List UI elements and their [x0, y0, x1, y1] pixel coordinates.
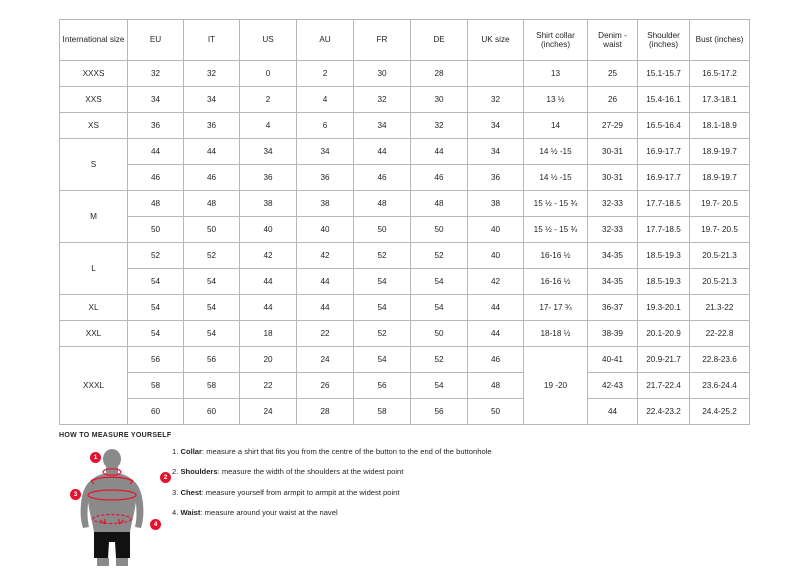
cell-us: 38: [240, 191, 297, 217]
column-header-au: AU: [297, 20, 354, 61]
cell-denim-waist: 38-39: [588, 321, 638, 347]
cell-au: 2: [297, 61, 354, 87]
cell-it: 36: [184, 113, 240, 139]
cell-fr: 54: [354, 295, 411, 321]
cell-fr: 48: [354, 191, 411, 217]
cell-de: 54: [411, 373, 468, 399]
figure-badge-4: 4: [150, 519, 161, 530]
cell-shoulder: 21.7-22.4: [638, 373, 690, 399]
cell-shoulder: 16.9-17.7: [638, 139, 690, 165]
cell-de: 52: [411, 243, 468, 269]
cell-uk-size: 40: [468, 243, 524, 269]
cell-bust: 19.7- 20.5: [690, 217, 750, 243]
instruction-number: 1: [172, 447, 177, 456]
cell-us: 24: [240, 399, 297, 425]
cell-de: 52: [411, 347, 468, 373]
cell-shoulder: 18.5-19.3: [638, 243, 690, 269]
cell-international-size: XXS: [60, 87, 128, 113]
cell-bust: 23.6-24.4: [690, 373, 750, 399]
cell-eu: 34: [128, 87, 184, 113]
cell-shirt-collar: 13 ½: [524, 87, 588, 113]
cell-shoulder: 15.1-15.7: [638, 61, 690, 87]
cell-shoulder: 22.4-23.2: [638, 399, 690, 425]
cell-it: 54: [184, 295, 240, 321]
column-header-uk-size: UK size: [468, 20, 524, 61]
table-row: [60, 321, 750, 347]
cell-shirt-collar: 14 ½ -15: [524, 165, 588, 191]
cell-au: 24: [297, 347, 354, 373]
cell-fr: 44: [354, 139, 411, 165]
cell-us: 36: [240, 165, 297, 191]
cell-au: 44: [297, 269, 354, 295]
cell-uk-size: 46: [468, 347, 524, 373]
cell-us: 2: [240, 87, 297, 113]
cell-uk-size: 40: [468, 217, 524, 243]
cell-denim-waist: 30-31: [588, 139, 638, 165]
cell-international-size: S: [60, 139, 128, 191]
instruction-text: : measure a shirt that fits you from the centre of the button to the end of the buttonhole: [202, 447, 492, 456]
cell-au: 28: [297, 399, 354, 425]
cell-uk-size: 34: [468, 113, 524, 139]
cell-au: 22: [297, 321, 354, 347]
cell-us: 44: [240, 295, 297, 321]
cell-de: 48: [411, 191, 468, 217]
cell-it: 50: [184, 217, 240, 243]
cell-shoulder: 19.3-20.1: [638, 295, 690, 321]
cell-au: 42: [297, 243, 354, 269]
instruction-text: : measure around your waist at the navel: [200, 508, 338, 518]
cell-fr: 30: [354, 61, 411, 87]
cell-it: 44: [184, 139, 240, 165]
cell-shoulder: 15.4-16.1: [638, 87, 690, 113]
cell-shirt-collar: 13: [524, 61, 588, 87]
cell-fr: 46: [354, 165, 411, 191]
cell-eu: 52: [128, 243, 184, 269]
cell-au: 36: [297, 165, 354, 191]
cell-fr: 32: [354, 87, 411, 113]
cell-de: 30: [411, 87, 468, 113]
table-row: [60, 373, 750, 399]
cell-denim-waist: 36-37: [588, 295, 638, 321]
cell-denim-waist: 32-33: [588, 191, 638, 217]
table-row: [60, 269, 750, 295]
cell-bust: 22-22.8: [690, 321, 750, 347]
cell-uk-size: 32: [468, 87, 524, 113]
cell-denim-waist: 30-31: [588, 165, 638, 191]
cell-de: 54: [411, 295, 468, 321]
cell-fr: 52: [354, 243, 411, 269]
cell-bust: 20.5-21.3: [690, 243, 750, 269]
cell-shoulder: 20.1-20.9: [638, 321, 690, 347]
cell-denim-waist: 42-43: [588, 373, 638, 399]
cell-bust: 18.9-19.7: [690, 165, 750, 191]
cell-fr: 58: [354, 399, 411, 425]
instruction-number: 4: [172, 508, 177, 518]
cell-shirt-collar: 19 -20: [524, 347, 588, 425]
cell-de: 44: [411, 139, 468, 165]
table-row: [60, 87, 750, 113]
cell-eu: 54: [128, 269, 184, 295]
cell-uk-size: 36: [468, 165, 524, 191]
cell-international-size: XL: [60, 295, 128, 321]
instruction-item: 4. Waist: measure around your waist at the navel: [172, 508, 338, 518]
cell-international-size: XXXS: [60, 61, 128, 87]
cell-denim-waist: 44: [588, 399, 638, 425]
cell-shirt-collar: 14 ½ -15: [524, 139, 588, 165]
cell-de: 28: [411, 61, 468, 87]
cell-denim-waist: 32-33: [588, 217, 638, 243]
column-header-denim-waist: Denim - waist: [588, 20, 638, 61]
table-row: [60, 165, 750, 191]
instruction-number: 3: [172, 487, 177, 497]
table-header-row: [60, 20, 750, 61]
table-row: [60, 295, 750, 321]
cell-us: 40: [240, 217, 297, 243]
cell-denim-waist: 27-29: [588, 113, 638, 139]
instruction-term: Collar: [180, 447, 202, 456]
cell-us: 4: [240, 113, 297, 139]
cell-it: 46: [184, 165, 240, 191]
table-row: [60, 113, 750, 139]
column-header-de: DE: [411, 20, 468, 61]
cell-bust: 21.3-22: [690, 295, 750, 321]
cell-bust: 24.4-25.2: [690, 399, 750, 425]
cell-eu: 54: [128, 321, 184, 347]
cell-shirt-collar: 17- 17 ¾: [524, 295, 588, 321]
cell-eu: 44: [128, 139, 184, 165]
cell-de: 46: [411, 165, 468, 191]
cell-us: 34: [240, 139, 297, 165]
cell-us: 0: [240, 61, 297, 87]
cell-uk-size: 44: [468, 321, 524, 347]
cell-international-size: XXL: [60, 321, 128, 347]
cell-au: 38: [297, 191, 354, 217]
cell-shirt-collar: 14: [524, 113, 588, 139]
table-body: [60, 61, 750, 425]
figure-badge-3: 3: [70, 489, 81, 500]
cell-bust: 20.5-21.3: [690, 269, 750, 295]
body-measurement-figure: [62, 446, 172, 566]
cell-eu: 32: [128, 61, 184, 87]
column-header-international-size: International size: [60, 20, 128, 61]
column-header-eu: EU: [128, 20, 184, 61]
cell-fr: 52: [354, 321, 411, 347]
cell-denim-waist: 40-41: [588, 347, 638, 373]
measurement-instructions: [172, 447, 662, 529]
table-row: [60, 347, 750, 373]
figure-badge-2: 2: [160, 472, 171, 483]
cell-us: 18: [240, 321, 297, 347]
instruction-term: Chest: [180, 487, 202, 497]
cell-us: 44: [240, 269, 297, 295]
cell-eu: 54: [128, 295, 184, 321]
cell-de: 56: [411, 399, 468, 425]
cell-bust: 16.5-17.2: [690, 61, 750, 87]
cell-au: 6: [297, 113, 354, 139]
cell-eu: 46: [128, 165, 184, 191]
table-row: [60, 399, 750, 425]
cell-fr: 50: [354, 217, 411, 243]
cell-eu: 58: [128, 373, 184, 399]
column-header-fr: FR: [354, 20, 411, 61]
cell-it: 34: [184, 87, 240, 113]
instruction-item: 1. Collar: measure a shirt that fits you from the centre of the button to the end of the buttonhole: [172, 447, 492, 456]
cell-bust: 22.8-23.6: [690, 347, 750, 373]
cell-shirt-collar: 15 ½ - 15 ¾: [524, 191, 588, 217]
table-row: [60, 191, 750, 217]
cell-denim-waist: 34-35: [588, 243, 638, 269]
cell-eu: 56: [128, 347, 184, 373]
instruction-item: 2. Shoulders: measure the width of the shoulders at the widest point: [172, 467, 404, 477]
cell-au: 40: [297, 217, 354, 243]
column-header-shoulder: Shoulder (inches): [638, 20, 690, 61]
cell-bust: 19.7- 20.5: [690, 191, 750, 217]
cell-au: 4: [297, 87, 354, 113]
cell-au: 34: [297, 139, 354, 165]
instruction-term: Waist: [180, 508, 201, 518]
cell-it: 58: [184, 373, 240, 399]
table-row: [60, 243, 750, 269]
cell-international-size: M: [60, 191, 128, 243]
cell-uk-size: 42: [468, 269, 524, 295]
cell-bust: 17.3-18.1: [690, 87, 750, 113]
cell-eu: 48: [128, 191, 184, 217]
table-row: [60, 139, 750, 165]
cell-uk-size: 48: [468, 373, 524, 399]
cell-shoulder: 16.9-17.7: [638, 165, 690, 191]
column-header-bust: Bust (inches): [690, 20, 750, 61]
cell-denim-waist: 34-35: [588, 269, 638, 295]
column-header-us: US: [240, 20, 297, 61]
cell-international-size: XXXL: [60, 347, 128, 425]
table-row: [60, 61, 750, 87]
cell-uk-size: 44: [468, 295, 524, 321]
cell-denim-waist: 26: [588, 87, 638, 113]
cell-fr: 56: [354, 373, 411, 399]
cell-it: 52: [184, 243, 240, 269]
cell-denim-waist: 25: [588, 61, 638, 87]
cell-au: 44: [297, 295, 354, 321]
cell-shirt-collar: 16-16 ½: [524, 243, 588, 269]
column-header-it: IT: [184, 20, 240, 61]
cell-eu: 36: [128, 113, 184, 139]
instruction-term: Shoulders: [180, 467, 218, 477]
cell-it: 48: [184, 191, 240, 217]
cell-shirt-collar: 16-16 ½: [524, 269, 588, 295]
cell-shoulder: 17.7-18.5: [638, 217, 690, 243]
how-to-measure-title: HOW TO MEASURE YOURSELF: [59, 432, 172, 439]
cell-shirt-collar: 15 ½ - 15 ¾: [524, 217, 588, 243]
cell-fr: 34: [354, 113, 411, 139]
cell-it: 54: [184, 321, 240, 347]
cell-fr: 54: [354, 347, 411, 373]
cell-shoulder: 20.9-21.7: [638, 347, 690, 373]
cell-de: 54: [411, 269, 468, 295]
cell-shoulder: 17.7-18.5: [638, 191, 690, 217]
cell-eu: 60: [128, 399, 184, 425]
cell-shoulder: 18.5-19.3: [638, 269, 690, 295]
cell-us: 22: [240, 373, 297, 399]
instruction-text: : measure yourself from armpit to armpit at the widest point: [201, 487, 400, 497]
instruction-number: 2: [172, 467, 177, 477]
cell-au: 26: [297, 373, 354, 399]
column-header-shirt-collar: Shirt collar (inches): [524, 20, 588, 61]
cell-it: 56: [184, 347, 240, 373]
cell-uk-size: [468, 61, 524, 87]
table-row: [60, 217, 750, 243]
cell-international-size: XS: [60, 113, 128, 139]
cell-us: 42: [240, 243, 297, 269]
cell-eu: 50: [128, 217, 184, 243]
figure-badge-1: 1: [90, 452, 101, 463]
cell-fr: 54: [354, 269, 411, 295]
cell-uk-size: 50: [468, 399, 524, 425]
size-chart-table: [59, 19, 750, 425]
cell-international-size: L: [60, 243, 128, 295]
instruction-item: 3. Chest: measure yourself from armpit to armpit at the widest point: [172, 487, 400, 497]
cell-it: 32: [184, 61, 240, 87]
cell-de: 32: [411, 113, 468, 139]
cell-uk-size: 38: [468, 191, 524, 217]
cell-us: 20: [240, 347, 297, 373]
cell-bust: 18.9-19.7: [690, 139, 750, 165]
cell-uk-size: 34: [468, 139, 524, 165]
cell-de: 50: [411, 217, 468, 243]
cell-it: 60: [184, 399, 240, 425]
cell-de: 50: [411, 321, 468, 347]
cell-shirt-collar: 18-18 ½: [524, 321, 588, 347]
cell-it: 54: [184, 269, 240, 295]
cell-bust: 18.1-18.9: [690, 113, 750, 139]
cell-shoulder: 16.5-16.4: [638, 113, 690, 139]
instruction-text: : measure the width of the shoulders at the widest point: [217, 467, 404, 477]
